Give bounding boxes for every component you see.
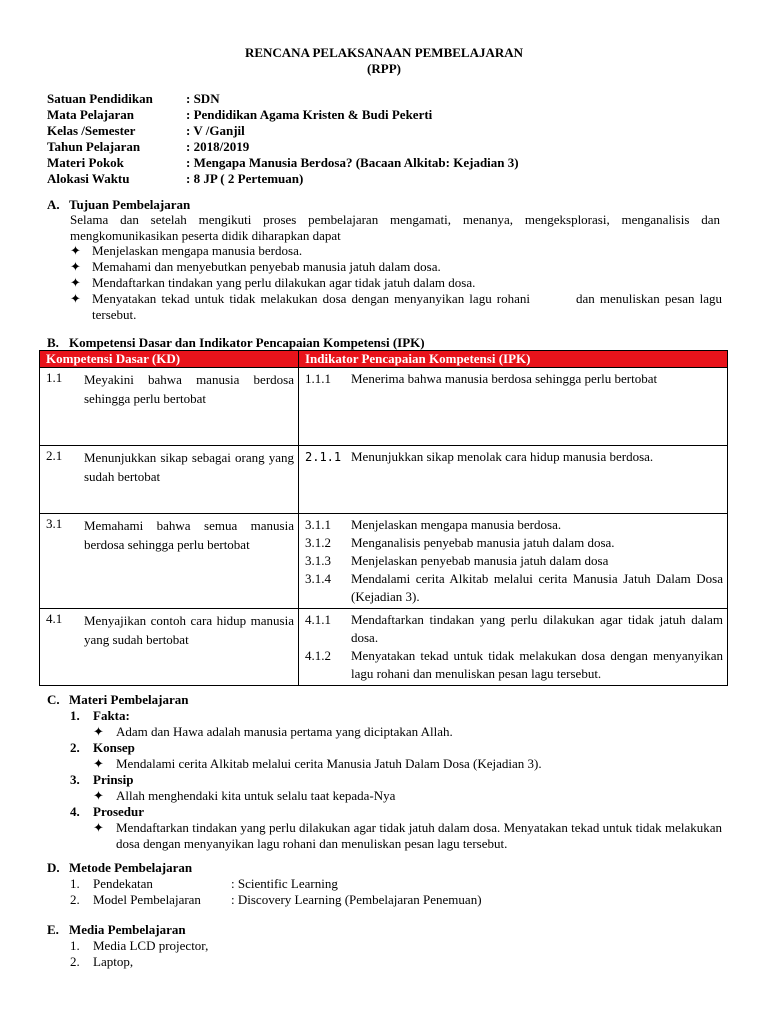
list-item: 1. Fakta: — [70, 708, 130, 723]
competency-table — [39, 350, 728, 686]
identity-block — [47, 91, 519, 187]
section-c-list — [70, 708, 722, 852]
ipk-item: 1.1.1 Menerima bahwa manusia berdosa sehingga perlu bertobat — [305, 371, 658, 386]
identity-row — [47, 123, 519, 139]
section-c-heading: C. Materi Pembelajaran — [47, 692, 189, 707]
list-item: 3. Prinsip — [70, 772, 134, 787]
list-item: ✦ Mendaftarkan tindakan yang perlu dilakukan agar tidak jatuh dalam dosa. Menyatakan tekad untuk tidak melakukan dosa dengan menyanyikan lagu rohani dan menuliskan pesan lagu tersebut. — [93, 820, 722, 851]
section-a-list — [70, 243, 726, 323]
ipk-item: 4.1.1 Mendaftarkan tindakan yang perlu dilakukan agar tidak jatuh dalam dosa. — [305, 612, 723, 645]
table-row — [40, 609, 728, 686]
star-bullet-icon: ✦ — [93, 788, 104, 803]
list-item: ✦ Mendaftarkan tindakan yang perlu dilakukan agar tidak jatuh dalam dosa. — [70, 275, 476, 290]
list-item: 2. Laptop, — [70, 954, 134, 969]
star-bullet-icon: ✦ — [70, 243, 81, 258]
identity-row — [47, 155, 519, 171]
section-d-heading: D. Metode Pembelajaran — [47, 860, 193, 875]
table-row — [40, 446, 728, 514]
identity-row — [47, 171, 519, 187]
list-item: 1. Pendekatan : Scientific Learning — [70, 876, 338, 891]
list-item: 4. Prosedur — [70, 804, 145, 819]
identity-label: Satuan Pendidikan — [47, 91, 153, 106]
identity-value: : V /Ganjil — [186, 123, 245, 138]
kd-number: 2.1 — [46, 448, 63, 463]
section-d-list — [70, 876, 482, 908]
identity-value: : 2018/2019 — [186, 139, 250, 154]
star-bullet-icon: ✦ — [93, 724, 104, 739]
kd-text: Menyajikan contoh cara hidup manusia yang sudah bertobat — [84, 613, 294, 647]
table-header-kd: Kompetensi Dasar (KD) — [40, 351, 299, 368]
ipk-item: 2.1.1 Menunjukkan sikap menolak cara hidup manusia berdosa. — [305, 449, 654, 464]
identity-value: : Pendidikan Agama Kristen & Budi Pekerti — [186, 107, 433, 122]
identity-value: : 8 JP ( 2 Pertemuan) — [186, 171, 304, 186]
list-item: 1. Media LCD projector, — [70, 938, 209, 953]
list-item: 2. Konsep — [70, 740, 135, 755]
star-bullet-icon: ✦ — [93, 820, 104, 835]
kd-text: Memahami bahwa semua manusia berdosa sehingga perlu bertobat — [84, 518, 294, 552]
identity-row — [47, 91, 519, 107]
section-e-list — [70, 938, 208, 970]
list-item: 2. Model Pembelajaran : Discovery Learning (Pembelajaran Penemuan) — [70, 892, 482, 907]
identity-value: : SDN — [186, 91, 220, 106]
kd-text: Meyakini bahwa manusia berdosa sehingga perlu bertobat — [84, 372, 294, 406]
section-a-intro: Selama dan setelah mengikuti proses pembelajaran mengamati, menanya, mengeksplorasi, menganalisis dan mengkomunikasikan peserta didik diharapkan dapat — [70, 212, 720, 243]
ipk-item: 3.1.3 Menjelaskan penyebab manusia jatuh dalam dosa — [305, 553, 609, 568]
identity-label: Alokasi Waktu — [47, 171, 130, 186]
star-bullet-icon: ✦ — [70, 259, 81, 274]
section-e-heading: E. Media Pembelajaran — [47, 922, 186, 937]
kd-text: Menunjukkan sikap sebagai orang yang sudah bertobat — [84, 450, 294, 484]
identity-label: Tahun Pelajaran — [47, 139, 141, 154]
star-bullet-icon: ✦ — [93, 756, 104, 771]
list-item: ✦ Mendalami cerita Alkitab melalui cerita Manusia Jatuh Dalam Dosa (Kejadian 3). — [93, 756, 542, 771]
list-item: ✦ Allah menghendaki kita untuk selalu taat kepada-Nya — [93, 788, 396, 803]
table-header-ipk: Indikator Pencapaian Kompetensi (IPK) — [299, 351, 728, 368]
star-bullet-icon: ✦ — [70, 291, 81, 306]
identity-row — [47, 139, 519, 155]
list-item: ✦ Memahami dan menyebutkan penyebab manusia jatuh dalam dosa. — [70, 259, 441, 274]
identity-value: : Mengapa Manusia Berdosa? (Bacaan Alkitab: Kejadian 3) — [186, 155, 519, 170]
identity-label: Kelas /Semester — [47, 123, 136, 138]
section-a-heading: A. Tujuan Pembelajaran — [47, 197, 191, 212]
list-item: ✦ Menyatakan tekad untuk tidak melakukan dosa dengan menyanyikan lagu rohani dan menuliskan pesan lagu tersebut. — [70, 291, 726, 322]
list-item: ✦ Adam dan Hawa adalah manusia pertama yang diciptakan Allah. — [93, 724, 453, 739]
document-title: RENCANA PELAKSANAAN PEMBELAJARAN — [244, 45, 524, 60]
ipk-item: 3.1.4 Mendalami cerita Alkitab melalui cerita Manusia Jatuh Dalam Dosa (Kejadian 3). — [305, 571, 723, 604]
star-bullet-icon: ✦ — [70, 275, 81, 290]
identity-label: Mata Pelajaran — [47, 107, 135, 122]
identity-row — [47, 107, 519, 123]
kd-number: 4.1 — [46, 611, 63, 626]
section-b-heading: B. Kompetensi Dasar dan Indikator Pencapaian Kompetensi (IPK) — [47, 335, 425, 350]
ipk-item: 3.1.2 Menganalisis penyebab manusia jatuh dalam dosa. — [305, 535, 615, 550]
kd-number: 3.1 — [46, 516, 63, 531]
list-item: ✦ Menjelaskan mengapa manusia berdosa. — [70, 243, 303, 258]
identity-label: Materi Pokok — [47, 155, 124, 170]
document-subtitle: (RPP) — [367, 61, 401, 76]
ipk-item: 3.1.1 Menjelaskan mengapa manusia berdosa. — [305, 517, 562, 532]
table-row — [40, 514, 728, 609]
ipk-item: 4.1.2 Menyatakan tekad untuk tidak melakukan dosa dengan menyanyikan lagu rohani dan menuliskan pesan lagu tersebut. — [305, 648, 723, 681]
table-row — [40, 368, 728, 446]
kd-number: 1.1 — [46, 370, 63, 385]
